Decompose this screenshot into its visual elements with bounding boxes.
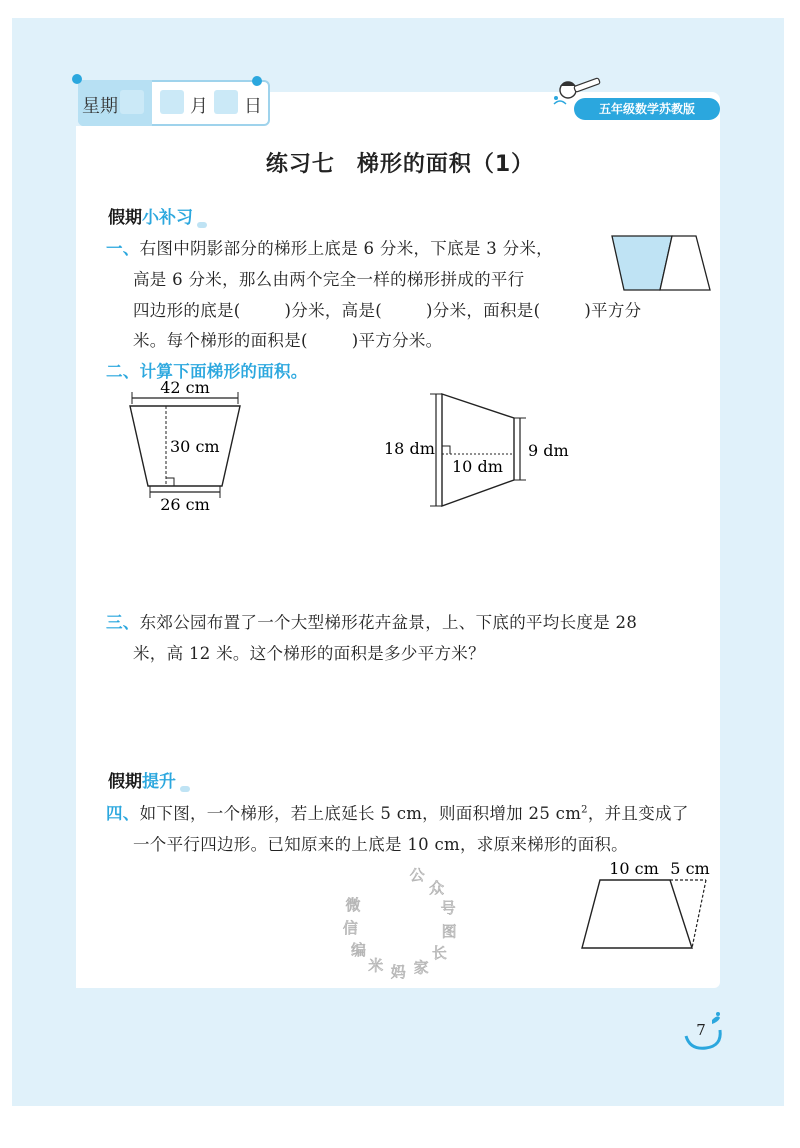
fig1-bottom-label: 26 cm	[160, 495, 210, 514]
week-blank[interactable]	[120, 90, 144, 114]
day-blank[interactable]	[214, 90, 238, 114]
watermark-seal	[330, 860, 470, 990]
q4-number: 四、	[106, 804, 140, 823]
watermark-char: 图	[441, 922, 457, 941]
watermark-char: 众	[429, 878, 445, 897]
q1-line-2: 高是 6 分米，那么由两个完全一样的梯形拼成的平行	[133, 270, 525, 289]
grade-badge: 五年级数学苏教版	[574, 98, 720, 120]
day-label: 日	[244, 96, 262, 117]
exercise-number: 练习七	[265, 152, 335, 177]
section-tag-review: 假期小补习	[108, 203, 193, 228]
q4-ext-label: 5 cm	[670, 859, 710, 878]
q3-number: 三、	[106, 613, 140, 632]
q1-line-1: 一、右图中阴影部分的梯形上底是 6 分米，下底是 3 分米，	[106, 239, 553, 258]
q1-line-4: 米。每个梯形的面积是( )平方分米。	[133, 331, 443, 350]
watermark-char: 信	[342, 919, 358, 938]
page-title	[0, 147, 800, 178]
watermark-char: 号	[440, 899, 456, 918]
watermark-char: 妈	[390, 963, 406, 981]
section-tag-improve: 假期提升	[108, 767, 176, 792]
page-number: 7	[696, 1021, 706, 1039]
q4-trapezoid-shape	[582, 880, 692, 948]
watermark-char: 编	[350, 941, 367, 959]
fig2-left-label: 18 dm	[384, 439, 435, 458]
pin-dot-icon	[72, 74, 82, 84]
q1-line-3: 四边形的底是( )分米，高是( )分米，面积是( )平方分	[133, 301, 642, 320]
q4-trapezoid-figure	[574, 856, 714, 952]
fig1-height-label: 30 cm	[170, 437, 220, 456]
fig1-top-label: 42 cm	[160, 378, 210, 397]
watermark-char: 家	[413, 958, 429, 977]
q1-parallelogram-figure	[610, 234, 712, 292]
month-blank[interactable]	[160, 90, 184, 114]
q4-line-1: 四、如下图，一个梯形，若上底延长 5 cm，则面积增加 25 $cm^2$，并且变成了	[106, 804, 689, 823]
month-label: 月	[190, 96, 208, 117]
watermark-char: 微	[345, 895, 361, 914]
page-number-badge	[682, 1008, 726, 1052]
watermark-char: 米	[368, 956, 384, 975]
exercise-topic: 梯形的面积（1）	[356, 152, 535, 177]
pin-dot-icon	[252, 76, 262, 86]
fig2-trapezoid-shape	[442, 394, 514, 506]
q4-line-2: 一个平行四边形。已知原来的上底是 10 cm，求原来梯形的面积。	[133, 835, 628, 854]
q4-top-label: 10 cm	[609, 859, 659, 878]
fig2-right-label: 9 dm	[528, 441, 569, 460]
q3-line-1: 三、东郊公园布置了一个大型梯形花卉盆景，上、下底的平均长度是 28	[106, 613, 638, 632]
q2-trapezoid-1	[120, 378, 260, 516]
q3-line-2: 米，高 12 米。这个梯形的面积是多少平方米？	[133, 644, 485, 663]
fig2-height-label: 10 dm	[452, 457, 503, 476]
watermark-char: 公	[409, 866, 425, 884]
q4-extension-side-line	[692, 880, 706, 948]
week-label: 星期	[82, 96, 118, 117]
q2-trapezoid-2	[380, 388, 570, 512]
watermark-char: 长	[431, 943, 447, 962]
q1-number: 一、	[106, 239, 140, 258]
q2-heading: 二、计算下面梯形的面积。	[106, 362, 308, 381]
